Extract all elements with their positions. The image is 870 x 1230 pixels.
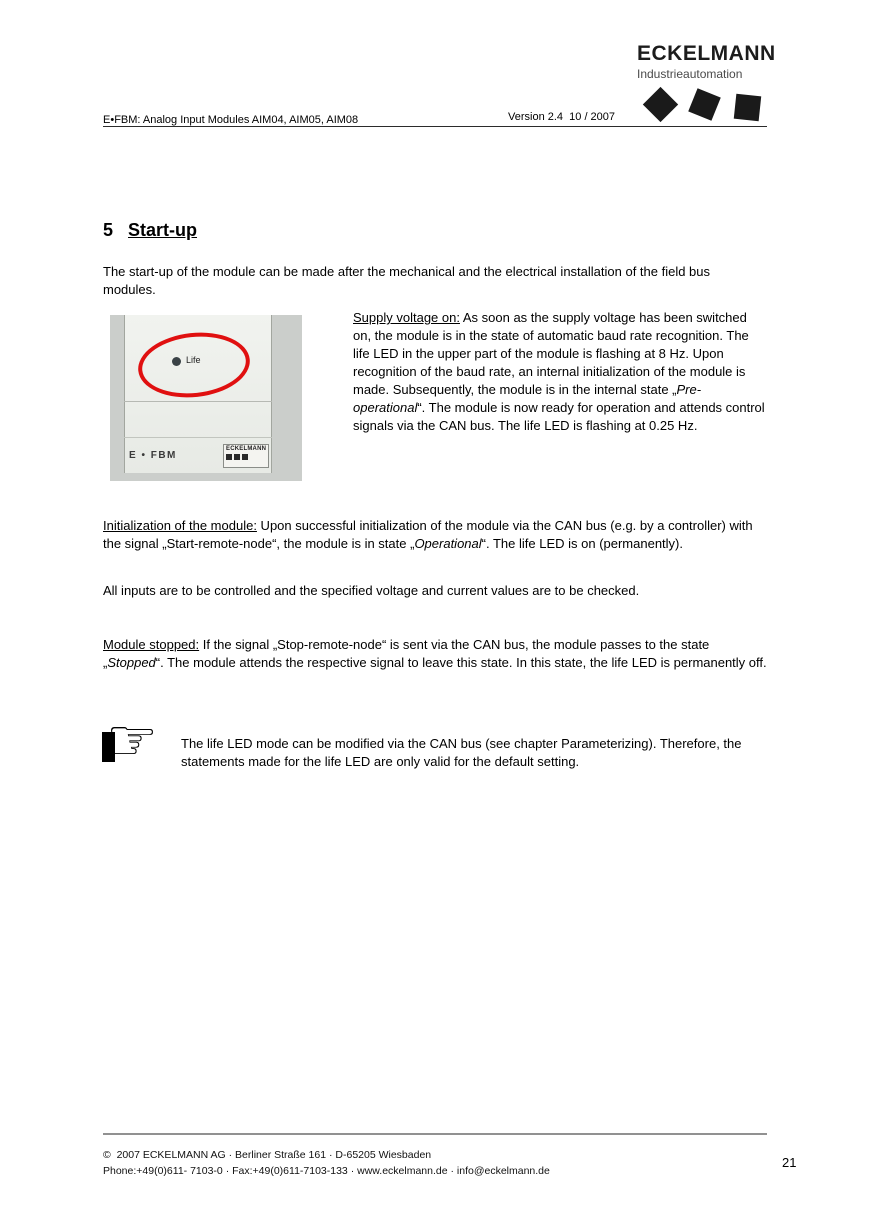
section-title: Start-up bbox=[128, 220, 198, 240]
footer-line-1: © 2007 ECKELMANN AG · Berliner Straße 161 · D-65205 Wiesbaden bbox=[103, 1149, 432, 1161]
module-stopped-text-2: “. The module attends the respective signal to leave this state. In this state, the life LED is permanently off. bbox=[155, 655, 767, 670]
supply-voltage-text-2: “. The module is now ready for operation and attends control signals via the CAN bus. The life LED is flashing at 0.25 Hz. bbox=[353, 400, 765, 433]
initialization-text-2: “. The life LED is on (permanently). bbox=[481, 536, 683, 551]
mini-square-icon bbox=[226, 454, 232, 460]
footer-text bbox=[103, 1147, 550, 1179]
module-brand-squares-icon bbox=[226, 454, 266, 460]
square-icon bbox=[734, 94, 761, 121]
module-device-label: E • FBM bbox=[129, 450, 177, 461]
module-stopped-paragraph bbox=[103, 636, 767, 672]
company-logo bbox=[637, 42, 776, 81]
supply-voltage-paragraph bbox=[353, 309, 767, 435]
module-brand-label: ECKELMANN bbox=[226, 446, 267, 452]
state-operational: Operational bbox=[414, 536, 482, 551]
footer-rule bbox=[103, 1133, 767, 1135]
module-photo bbox=[110, 315, 302, 481]
logo-square-cell bbox=[728, 86, 767, 124]
header-version-text: Version 2.4 10 / 2007 bbox=[508, 111, 616, 123]
module-seam bbox=[124, 437, 272, 438]
logo-square-cell bbox=[641, 86, 680, 124]
intro-paragraph: The start-up of the module can be made after the mechanical and the electrical installation of the field bus modules. bbox=[103, 264, 711, 297]
logo-subtitle: Industrieautomation bbox=[637, 67, 743, 81]
state-pre-operational: Pre-operational bbox=[353, 382, 702, 415]
supply-voltage-lead: Supply voltage on: bbox=[353, 310, 460, 325]
diamond-icon bbox=[643, 87, 678, 122]
module-seam bbox=[124, 401, 272, 402]
header-rule bbox=[103, 126, 767, 127]
footer-line-2: Phone:+49(0)611- 7103-0 · Fax:+49(0)611-7103-133 · www.eckelmann.de · info@eckelmann.de bbox=[103, 1165, 550, 1177]
header-left-text: E•FBM: Analog Input Modules AIM04, AIM05, AIM08 bbox=[103, 114, 359, 126]
initialization-lead: Initialization of the module: bbox=[103, 518, 257, 533]
tilted-square-icon bbox=[688, 88, 721, 121]
module-stopped-text-1: If the signal „Stop-remote-node“ is sent via the CAN bus, the module passes to the state „ bbox=[103, 637, 710, 670]
note-paragraph: The life LED mode can be modified via the CAN bus (see chapter Parameterizing). Therefore, the statements made for the life LED are only valid for the default setting. bbox=[181, 736, 742, 769]
hand-glyph: ☞ bbox=[106, 708, 158, 773]
logo-title: ECKELMANN bbox=[637, 42, 776, 65]
section-number: 5 bbox=[103, 220, 114, 240]
logo-square-cell bbox=[685, 86, 724, 124]
life-led-label: Life bbox=[186, 355, 201, 365]
page-number: 21 bbox=[782, 1155, 797, 1170]
supply-voltage-text-1: As soon as the supply voltage has been switched on, the module is in the state of automatic baud rate recognition. The life LED in the upper part of the module is flashing at 8 Hz. Upon recognition of the baud rate, an internal initialization of the module is made. Subsequently, the module is in the internal state „ bbox=[353, 310, 749, 397]
life-led bbox=[172, 357, 181, 366]
section-heading bbox=[103, 220, 197, 241]
initialization-text-1: Upon successful initialization of the module via the CAN bus (e.g. by a controller) with the signal „Start-remote-node“, the module is in state „ bbox=[103, 518, 753, 551]
pointing-hand-icon bbox=[100, 708, 176, 774]
state-stopped: Stopped bbox=[107, 655, 156, 670]
module-brand-plate bbox=[223, 444, 269, 468]
check-paragraph: All inputs are to be controlled and the specified voltage and current values are to be checked. bbox=[103, 583, 640, 598]
initialization-paragraph bbox=[103, 517, 767, 553]
mini-square-icon bbox=[234, 454, 240, 460]
mini-square-icon bbox=[242, 454, 248, 460]
module-stopped-lead: Module stopped: bbox=[103, 637, 200, 652]
logo-squares-icon bbox=[641, 86, 767, 124]
